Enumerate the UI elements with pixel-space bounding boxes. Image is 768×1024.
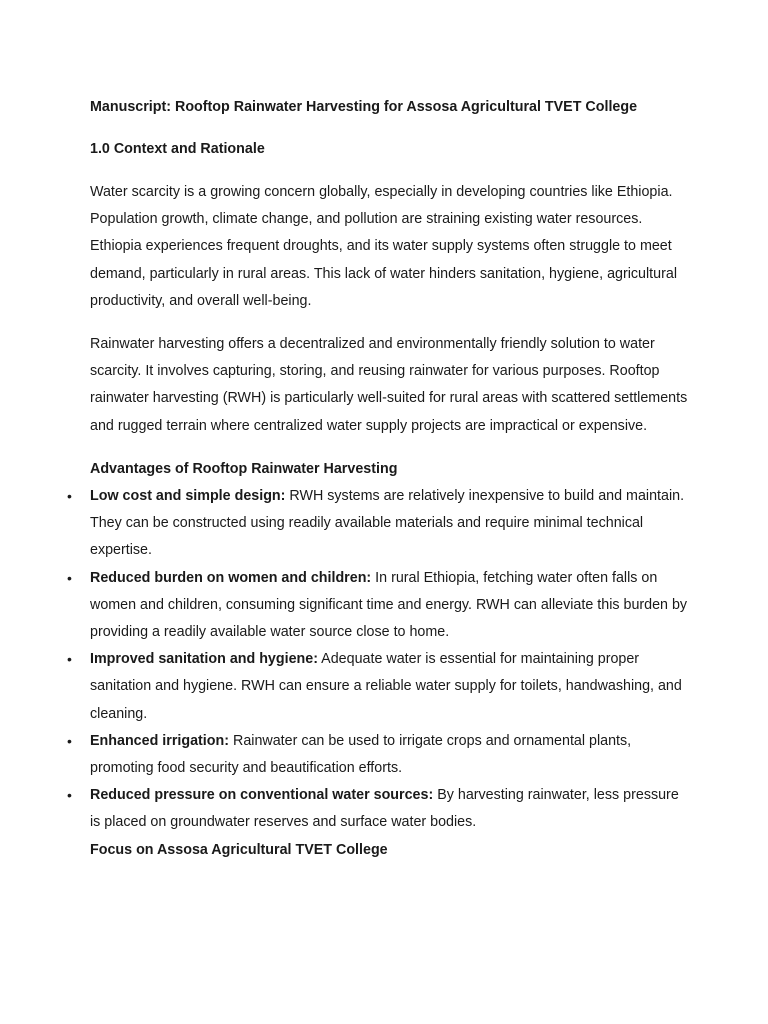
bullet-icon: • bbox=[67, 787, 72, 804]
bullet-lead: Low cost and simple design: bbox=[90, 488, 286, 505]
bullet-icon: • bbox=[67, 651, 72, 668]
document-page bbox=[67, 96, 690, 864]
document-title: Manuscript: Rooftop Rainwater Harvesting for Assosa Agricultural TVET College bbox=[90, 99, 638, 115]
list-item bbox=[67, 782, 690, 836]
bullet-text: In rural Ethiopia, fetching water often falls on women and children, consuming significant time and energy. RWH can alleviate this burden by providing a readily available water source close to home. bbox=[90, 569, 688, 641]
list-item bbox=[67, 646, 690, 728]
advantages-heading: Advantages of Rooftop Rainwater Harvesting bbox=[90, 460, 398, 477]
list-item bbox=[67, 728, 690, 782]
bullet-text: Adequate water is essential for maintaining proper sanitation and hygiene. RWH can ensure a reliable water supply for toilets, handwashing, and cleaning. bbox=[90, 651, 682, 722]
bullet-lead: Enhanced irrigation: bbox=[90, 732, 230, 749]
paragraph-rainwater-harvesting: Rainwater harvesting offers a decentralized and environmentally friendly solution to water scarcity. It involves capturing, storing, and reusing rainwater for various purposes. Rooftop rainwater harvesting (RWH) is particularly well-suited for rural areas with scattered settlements and rugged terrain where centralized water supply projects are impractical or expensive. bbox=[90, 336, 688, 434]
bullet-lead: Reduced pressure on conventional water sources: bbox=[90, 787, 434, 804]
bullet-lead: Improved sanitation and hygiene: bbox=[90, 651, 318, 668]
bullet-text: RWH systems are relatively inexpensive to build and maintain. They can be constructed using readily available materials and require minimal technical expertise. bbox=[90, 488, 685, 559]
bullet-text: Rainwater can be used to irrigate crops and ornamental plants, promoting food security and beautification efforts. bbox=[90, 732, 632, 777]
closing-heading: Focus on Assosa Agricultural TVET College bbox=[90, 841, 388, 858]
bullet-lead: Reduced burden on women and children: bbox=[90, 569, 372, 586]
bullet-icon: • bbox=[67, 488, 72, 505]
list-item bbox=[67, 483, 690, 565]
bullet-text: By harvesting rainwater, less pressure is placed on groundwater reserves and surface water bodies. bbox=[90, 787, 679, 831]
bullet-icon: • bbox=[67, 569, 72, 586]
paragraph-water-scarcity: Water scarcity is a growing concern globally, especially in developing countries like Ethiopia. Population growth, climate change, and pollution are straining existing water resources. Ethiopia experiences frequent droughts, and its water supply systems often struggle to meet demand, particularly in rural areas. This lack of water hinders sanitation, hygiene, agricultural productivity, and overall well-being. bbox=[90, 184, 677, 309]
advantages-list bbox=[67, 483, 690, 837]
bullet-icon: • bbox=[67, 732, 72, 749]
list-item bbox=[67, 565, 690, 647]
section-heading: 1.0 Context and Rationale bbox=[90, 141, 265, 157]
